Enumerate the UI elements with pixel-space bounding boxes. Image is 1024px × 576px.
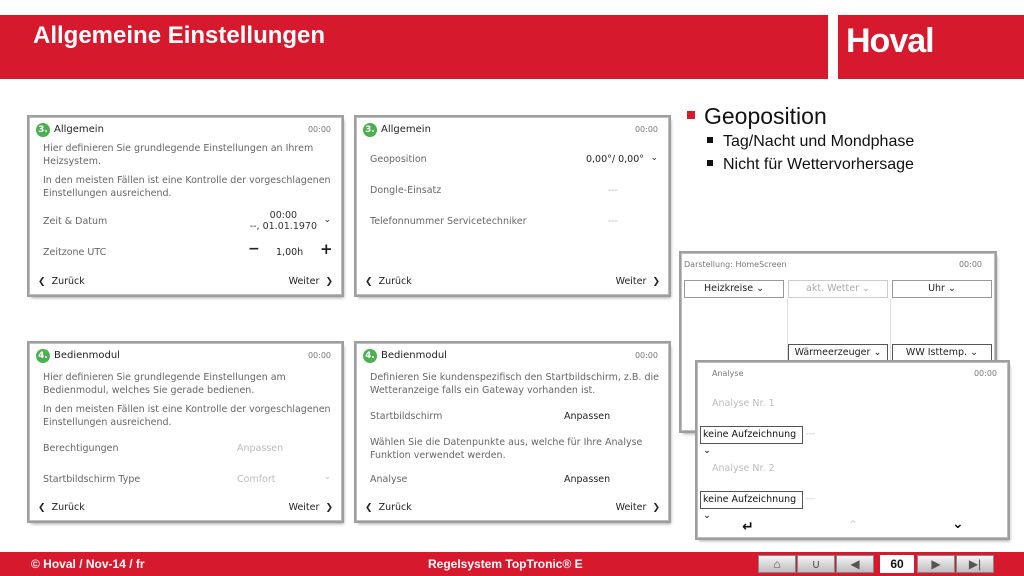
clock: 00:00 (634, 351, 658, 360)
description-2 (43, 174, 331, 200)
description-line: Definieren Sie kundenspezifisch den Startbildschirm, z.B. die (370, 372, 659, 383)
next-label: Weiter (288, 276, 320, 287)
permissions-value[interactable]: Anpassen (237, 443, 284, 454)
panel-analyse (697, 362, 1008, 538)
next-slide-button[interactable] (917, 555, 955, 573)
select-value: Wärmeerzeuger (794, 347, 871, 358)
panel-title: Bedienmodul (381, 350, 447, 361)
analyse-2-dash: --- (806, 494, 815, 503)
panel-title: Darstellung: HomeScreen (684, 260, 787, 269)
step-badge: 3. (36, 123, 50, 137)
panel-header (363, 349, 658, 365)
panel-title: Analyse (712, 369, 744, 378)
description-2 (370, 436, 642, 462)
select-value: Heizkreise (703, 283, 754, 294)
analyse-1-select[interactable]: keine Aufzeichnung ⌄ (700, 426, 803, 444)
phone-value: --- (607, 216, 618, 227)
select-value: akt. Wetter (806, 283, 859, 294)
back-label: Zurück (378, 276, 412, 287)
chevron-right-icon: ❯ (325, 503, 333, 513)
return-icon: ∪ (811, 557, 821, 571)
step-badge: 4. (36, 349, 50, 363)
bullet-text: Tag/Nacht und Mondphase (723, 133, 915, 150)
chevron-down-icon[interactable]: ⌄ (323, 215, 331, 225)
permissions-label: Berechtigungen (43, 443, 119, 454)
back-label: Zurück (51, 276, 85, 287)
clock: 00:00 (307, 125, 331, 134)
chevron-down-icon[interactable]: ⌄ (650, 153, 658, 163)
startscreen-type-label: Startbildschirm Type (43, 474, 141, 485)
undo-button[interactable] (797, 555, 835, 573)
chevron-right-icon: ❯ (652, 503, 660, 513)
panel-header (36, 349, 331, 365)
panel-header (363, 123, 658, 139)
slot-heizkreise-select[interactable]: Heizkreise ⌄ (684, 280, 784, 298)
panel-footer (365, 276, 660, 288)
skip-end-icon: ▶| (968, 557, 982, 571)
analyse-1-dash: --- (806, 429, 815, 438)
slot-ww-select[interactable]: WW Isttemp. ⌄ (892, 344, 992, 362)
clock: 00:00 (307, 351, 331, 360)
next-label: Weiter (615, 276, 647, 287)
slot-waermeerzeuger-select[interactable]: Wärmeerzeuger ⌄ (788, 344, 888, 362)
panel-title: Bedienmodul (54, 350, 120, 361)
description-line: Heizsystem. (43, 156, 101, 167)
clock: 00:00 (634, 125, 658, 134)
startscreen-value[interactable]: Anpassen (564, 411, 611, 422)
next-button[interactable] (289, 276, 333, 287)
panel-allgemein-2 (356, 117, 669, 295)
description-line: In den meisten Fällen ist eine Kontrolle der vorgeschlagenen (43, 175, 331, 186)
next-button[interactable] (616, 502, 660, 513)
return-arrow-icon[interactable]: ↵ (742, 519, 754, 535)
home-icon: ⌂ (773, 557, 781, 571)
prev-button[interactable] (836, 555, 874, 573)
footer-copyright: © Hoval / Nov-14 / fr (31, 557, 145, 571)
description-line: Wetteranzeige falls ein Gateway vorhanden ist. (370, 385, 596, 396)
description-line: Funktion verwendet werden. (370, 450, 506, 461)
description (43, 371, 286, 397)
panel-title: Allgemein (54, 124, 104, 135)
geoposition-value[interactable]: 0,00°/ 0,00° (585, 154, 644, 165)
next-button[interactable] (289, 502, 333, 513)
back-button[interactable] (38, 276, 85, 287)
analyse-1-label: Analyse Nr. 1 (712, 398, 775, 409)
startscreen-label: Startbildschirm (370, 411, 443, 422)
page-number: 60 (880, 555, 914, 573)
phone-label: Telefonnummer Servicetechniker (370, 216, 527, 227)
page-title: Allgemeine Einstellungen (33, 22, 326, 49)
next-button[interactable] (616, 276, 660, 287)
date-time-value[interactable] (250, 210, 317, 232)
chevron-left-icon: ❮ (38, 503, 46, 513)
clock: 00:00 (973, 369, 997, 378)
bullet-square-icon (707, 137, 713, 143)
panel-header (36, 123, 331, 139)
back-label: Zurück (51, 502, 85, 513)
description-line: Bedienmodul, welches Sie gerade bedienen. (43, 385, 255, 396)
timezone-label: Zeitzone UTC (43, 247, 107, 258)
description (370, 371, 659, 397)
triangle-left-icon: ◀ (850, 557, 860, 571)
bullet-main (687, 103, 827, 130)
triangle-right-icon: ▶ (931, 557, 941, 571)
step-badge: 4. (363, 349, 377, 363)
bullet-sub (707, 156, 914, 174)
chevron-up-icon[interactable]: ⌃ (848, 518, 859, 532)
clock: 00:00 (958, 260, 982, 269)
plus-icon[interactable]: + (320, 240, 333, 258)
minus-icon[interactable]: − (248, 241, 260, 257)
panel-footer (365, 502, 660, 514)
footer-title: Regelsystem TopTronic® E (428, 557, 583, 571)
bullet-square-icon (687, 111, 695, 119)
description-line: Hier definieren Sie grundlegende Einstellungen an Ihrem (43, 143, 314, 154)
home-button[interactable] (758, 555, 796, 573)
dongle-label: Dongle-Einsatz (370, 185, 442, 196)
back-button[interactable] (365, 276, 412, 287)
last-slide-button[interactable] (956, 555, 994, 573)
description-line: In den meisten Fällen ist eine Kontrolle der vorgeschlagenen (43, 404, 331, 415)
step-badge: 3. (363, 123, 377, 137)
back-button[interactable] (38, 502, 85, 513)
bullet-square-icon (707, 160, 713, 166)
bullet-sub (707, 133, 914, 151)
panel-footer (38, 276, 333, 288)
back-button[interactable] (365, 502, 412, 513)
time-value: 00:00 (269, 210, 298, 221)
chevron-down-icon[interactable]: ⌄ (323, 472, 331, 482)
description-line: Einstellungen ausreichend. (43, 188, 172, 199)
panel-title: Allgemein (381, 124, 431, 135)
select-value: keine Aufzeichnung (703, 429, 797, 440)
select-value: WW Isttemp. (905, 347, 968, 358)
geoposition-label: Geoposition (370, 154, 427, 165)
chevron-right-icon: ❯ (325, 277, 333, 287)
analyse-2-select[interactable]: keine Aufzeichnung ⌄ (700, 491, 803, 509)
panel-allgemein-1 (29, 117, 342, 295)
panel-bedienmodul-2 (356, 343, 669, 521)
hoval-logo: Hoval (846, 22, 934, 60)
chevron-down-icon[interactable]: ⌄ (952, 516, 964, 532)
chevron-left-icon: ❮ (38, 277, 46, 287)
back-label: Zurück (378, 502, 412, 513)
chevron-left-icon: ❮ (365, 503, 373, 513)
panel-footer (38, 502, 333, 514)
bullet-text: Geoposition (704, 103, 827, 129)
date-value: --, 01.01.1970 (249, 221, 317, 232)
chevron-left-icon: ❮ (365, 277, 373, 287)
date-time-label: Zeit & Datum (43, 216, 108, 227)
description (43, 142, 313, 168)
analyse-value[interactable]: Anpassen (564, 474, 611, 485)
analyse-2-label: Analyse Nr. 2 (712, 463, 775, 474)
dongle-value: --- (607, 185, 618, 196)
select-value: Uhr (928, 283, 945, 294)
chevron-right-icon: ❯ (652, 277, 660, 287)
select-value: keine Aufzeichnung (703, 494, 797, 505)
next-label: Weiter (288, 502, 320, 513)
description-line: Hier definieren Sie grundlegende Einstellungen am (43, 372, 286, 383)
slot-wetter-select[interactable]: akt. Wetter ⌄ (788, 280, 888, 298)
analyse-label: Analyse (370, 474, 408, 485)
description-2 (43, 403, 331, 429)
slot-uhr-select[interactable]: Uhr ⌄ (892, 280, 992, 298)
startscreen-type-value[interactable]: Comfort (237, 474, 276, 485)
description-line: Einstellungen ausreichend. (43, 417, 172, 428)
bullet-text: Nicht für Wettervorhersage (723, 156, 914, 173)
description-line: Wählen Sie die Datenpunkte aus, welche für Ihre Analyse (370, 437, 643, 448)
panel-bedienmodul-1 (29, 343, 342, 521)
next-label: Weiter (615, 502, 647, 513)
timezone-value: 1,00h (276, 247, 304, 258)
